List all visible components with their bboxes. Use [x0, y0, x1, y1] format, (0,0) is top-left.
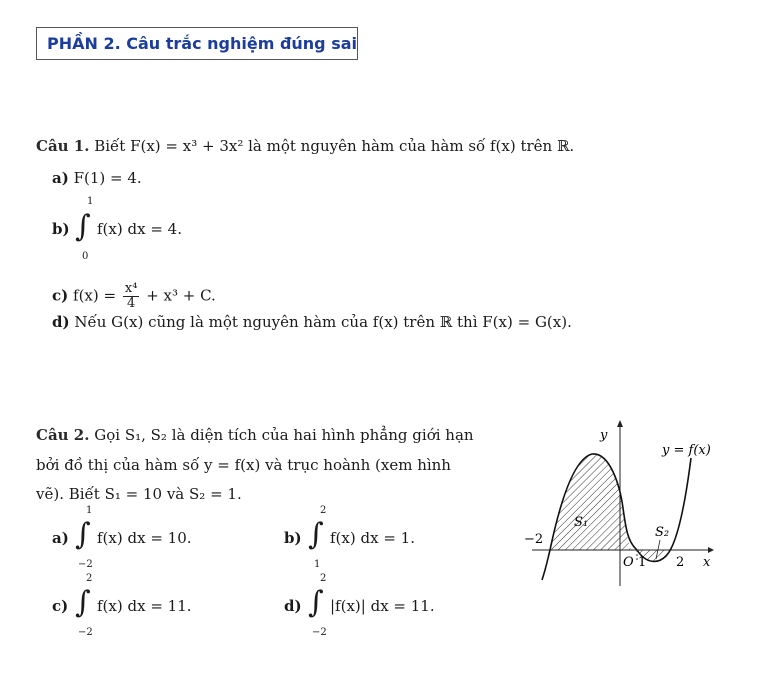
q2-option-d-label: d): [284, 597, 302, 615]
q2-stem-line-3: vẽ). Biết S₁ = 10 và S₂ = 1.: [36, 485, 242, 503]
tick-label: 2: [676, 555, 685, 570]
tick-label: 1: [638, 555, 647, 570]
q1-option-d-text: Nếu G(x) cũng là một nguyên hàm của f(x) trên ℝ thì F(x) = G(x).: [74, 313, 572, 331]
integral-sign: ∫: [308, 517, 324, 552]
function-graph: [520, 418, 756, 590]
q1-option-b-text: f(x) dx = 4.: [97, 220, 182, 238]
q2-stem-line-2: bởi đồ thị của hàm số y = f(x) và trục hoành (xem hình: [36, 456, 451, 474]
integral-sign: ∫: [75, 517, 91, 552]
q1-option-b-label: b): [52, 220, 70, 238]
region-s1-label: S₁: [574, 515, 589, 530]
q1-option-a-text: F(1) = 4.: [73, 169, 142, 187]
x-axis-label: x: [703, 555, 711, 570]
q1-option-a: [52, 168, 142, 188]
fraction-numerator: x⁴: [124, 281, 138, 296]
q1-option-c-post: + x³ + C.: [146, 286, 216, 305]
fraction-denominator: 4: [126, 296, 136, 311]
q1-stem-line: [36, 136, 574, 156]
integral-sign: ∫: [308, 585, 324, 620]
integral-sign: ∫: [75, 209, 91, 244]
q2-b-lower-limit: 1: [314, 559, 321, 570]
section-title: PHẦN 2. Câu trắc nghiệm đúng sai: [36, 27, 358, 60]
q2-option-b-label: b): [284, 529, 302, 547]
integral-sign: ∫: [75, 585, 91, 620]
q2-b-upper-limit: 2: [320, 505, 327, 516]
region-s2-label: S₂: [655, 525, 670, 540]
q2-a-lower-limit: −2: [78, 559, 93, 570]
y-axis-label: y: [600, 428, 608, 443]
q2-label: Câu 2.: [36, 426, 90, 444]
q2-c-lower-limit: −2: [78, 627, 93, 638]
q1-stem: Biết F(x) = x³ + 3x² là một nguyên hàm của hàm số f(x) trên ℝ.: [94, 137, 575, 155]
origin-label: O: [623, 555, 634, 570]
q2-option-c-text: f(x) dx = 11.: [97, 597, 192, 615]
q2-d-lower-limit: −2: [312, 627, 327, 638]
q1-option-c-label: c): [52, 286, 69, 305]
q2-c-upper-limit: 2: [86, 573, 93, 584]
q2-stem-1: Gọi S₁, S₂ là diện tích của hai hình phẳng giới hạn: [94, 426, 474, 444]
q2-a-upper-limit: 1: [86, 505, 93, 516]
q1-b-upper-limit: 1: [87, 196, 94, 207]
q1-b-lower-limit: 0: [82, 251, 89, 262]
q1-option-c: [52, 282, 216, 311]
q2-option-b-text: f(x) dx = 1.: [330, 529, 415, 547]
q2-option-c-label: c): [52, 597, 69, 615]
y-axis-arrow: [617, 420, 623, 427]
q2-option-d-text: |f(x)| dx = 11.: [330, 597, 435, 615]
q1-option-d-label: d): [52, 313, 70, 331]
q1-label: Câu 1.: [36, 137, 90, 155]
x-axis-arrow: [708, 547, 714, 553]
q2-option-a-label: a): [52, 529, 69, 547]
q2-d-upper-limit: 2: [320, 573, 327, 584]
q1-option-d: [52, 312, 572, 332]
q2-option-a-text: f(x) dx = 10.: [97, 529, 192, 547]
tick-label: −2: [524, 532, 544, 547]
q1-option-a-label: a): [52, 169, 69, 187]
q2-stem-line-1: [36, 425, 474, 445]
curve-label: y = f(x): [662, 443, 711, 458]
q1-option-c-pre: f(x) =: [73, 286, 117, 305]
fraction: [123, 282, 140, 311]
